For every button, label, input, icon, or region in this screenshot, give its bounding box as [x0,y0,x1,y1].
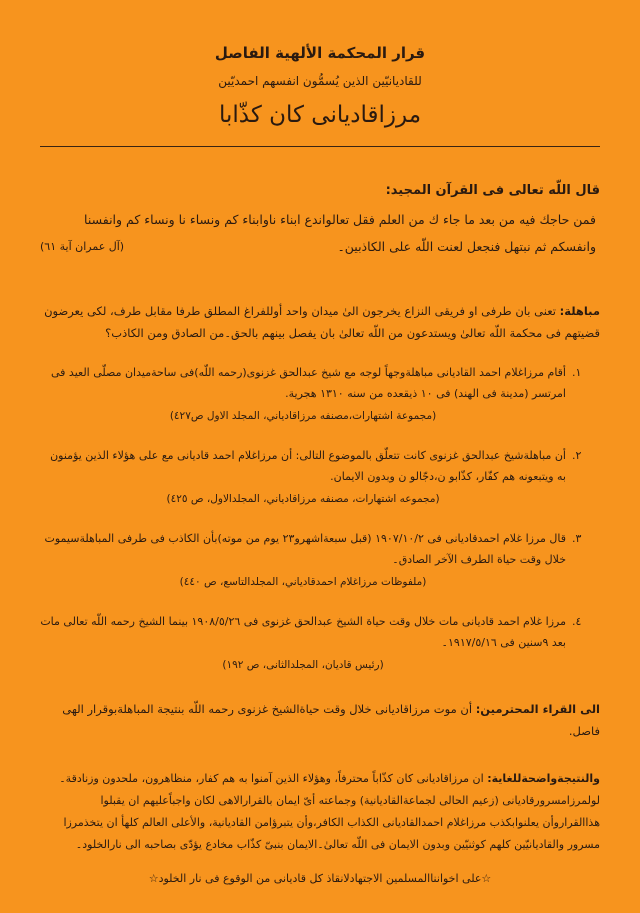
list-item [40,445,600,510]
list-item-citation: (مجموعه اشتهارات، مصنفه مرزاقادياني، المجلدالاول، ص ٤٢٥) [166,493,440,505]
list-item-text [40,528,566,593]
quran-verse [40,206,600,260]
quran-verse-line-2 [40,233,596,260]
mubahala-label: مباهلة: [559,304,600,318]
quran-verse-line-2-text: وانفسكم ثم نبتهل فنجعل لعنت اللّه على الكاذبين۔ [337,239,596,254]
list-item-text [40,445,566,510]
conclusion-paragraph [40,768,600,856]
closing-appeal: ☆على اخوانناالمسلمين الاجتهادلانقاذ كل قاديانى من الوقوع فى نار الخلود☆ [148,872,492,885]
list-item-citation: (رئيس قاديان، المجلدالثانى، ص ١٩٢) [222,659,384,671]
list-item-body: أن مباهلةشيخ عبدالحق غزنوى كانت تتعلّق بالموضوع التالى: أن مرزاغلام احمد قاديانى مع على هؤلاء الذين يؤمنون به ويتبعونه هم كفّار، كذّابو ن،دجّالو ن وبدون الايمان. [50,449,566,483]
document-subtitle: للقاديانيّين الذين يُسمُّون انفسهم احمديّين [218,74,422,88]
list-item-number: ٤. [572,615,582,628]
conclusion-text: ان مرزاقاديانى كان كذّاباً محترفاً، وهؤلاء الذين آمنوا به هم كفار، منظاهرون، ملحدون وزنادقة۔ لولمرزامسرورقاديانى (زعيم الحالى لجماعةالقاديانية) وجماعته أىّ ايمان بالقرارالاهى لكان واجباًعليهم ان يقبلوا هذاالقراروأن يعلنوابكذب مرزاغلام احمدالقاديانى الكذاب الكافر،وأن يتبرؤامن القاديانية، والأعلى العالم كلهأ ان يتخذمرزا مسرور والقاديانيّين كلهم كوثنيّين وبدون الايمان فى اللّه تعالىٰ۔الايمان بنبىّ كذّاب مخادع يؤدّى بصاحبه الى نارالخلود۔ [59,772,600,851]
list-item [40,528,600,593]
document-title: قرار المحكمة الألهية الفاصل [214,44,426,62]
list-item [40,611,600,676]
document-header [40,44,600,128]
list-item-text [40,362,566,427]
quran-section-title: قال اللّه تعالى فى القرآن المجيد: [385,183,600,198]
readers-text: أن موت مرزاقاديانى خلال وقت حياةالشيخ غزنوى رحمه اللّه بنتيجة المباهلةبوقرار الهى فاصل. [62,702,600,738]
readers-label: الى القراء المحترمين: [475,702,600,716]
list-item-body: أقام مرزاغلام احمد القاديانى مباهلةوجهاً لوجه مع شيخ عبدالحق غزنوى(رحمه اللّه)فى ساحةميدان مصلّى العيد فى امرتسر (مدينة فى الهند) فى ١٠ ذيقعده من سنه ١٣١٠ هجرية. [51,366,566,400]
mubahala-text: تعنى بان طرفى او فريقى النزاع يخرجون الىٰ ميدان واحد أوللفراغ المطلق طرفا مقابل طرف، لكى يعرضون قضيتهم فى محكمة اللّه تعالىٰ ويستدعون من اللّه تعالىٰ بان يفصل بينهم بالحق۔من الصادق ومن الكاذب؟ [44,304,600,340]
list-item-number: ٣. [572,532,582,545]
list-item-body: مرزا غلام احمد قاديانى مات خلال وقت حياة الشيخ عبدالحق غزنوى فى ١٩٠٨/٥/٢٦ بينما الشيخ رحمه اللّه تعالى مات بعد ٩سنين فى ١٩١٧/٥/١٦۔ [40,615,566,649]
quran-verse-line-1: فمن حاجك فيه من بعد ما جاء ك من العلم فقل تعالواندع ابناء ناوابناء كم ونساء نا ونساء كم وانفسنا [84,212,596,227]
document-headline: مرزاقاديانى كان كذّابا [218,102,422,128]
quran-verse-reference: (آل عمران آية ٦١) [40,240,125,253]
readers-note [40,698,600,742]
mubahala-definition [40,300,600,344]
list-item-body: قال مرزا غلام احمدقاديانى فى ١٩٠٧/١٠/٢ (قبل سبعةاشهرو٢٣ يوم من موته)بأن الكاذب فى طرفى المباهلةسيموت خلال وقت حياة الطرف الآخر الصادق۔ [44,532,566,566]
list-item-citation: (ملفوظات مرزاغلام احمدقادياني، المجلدالتاسع، ص ٤٤٠) [179,576,427,588]
list-item-citation: (مجموعة اشتهارات،مصنفه مرزاقادياني، المجلد الاول ص٤٢٧) [169,410,437,422]
list-item-number: ١. [572,366,582,379]
list-item-text [40,611,566,676]
list-item-number: ٢. [572,449,582,462]
conclusion-label: والنتيجةواضحةللغاية: [487,772,600,785]
list-item [40,362,600,427]
header-divider [40,146,600,147]
